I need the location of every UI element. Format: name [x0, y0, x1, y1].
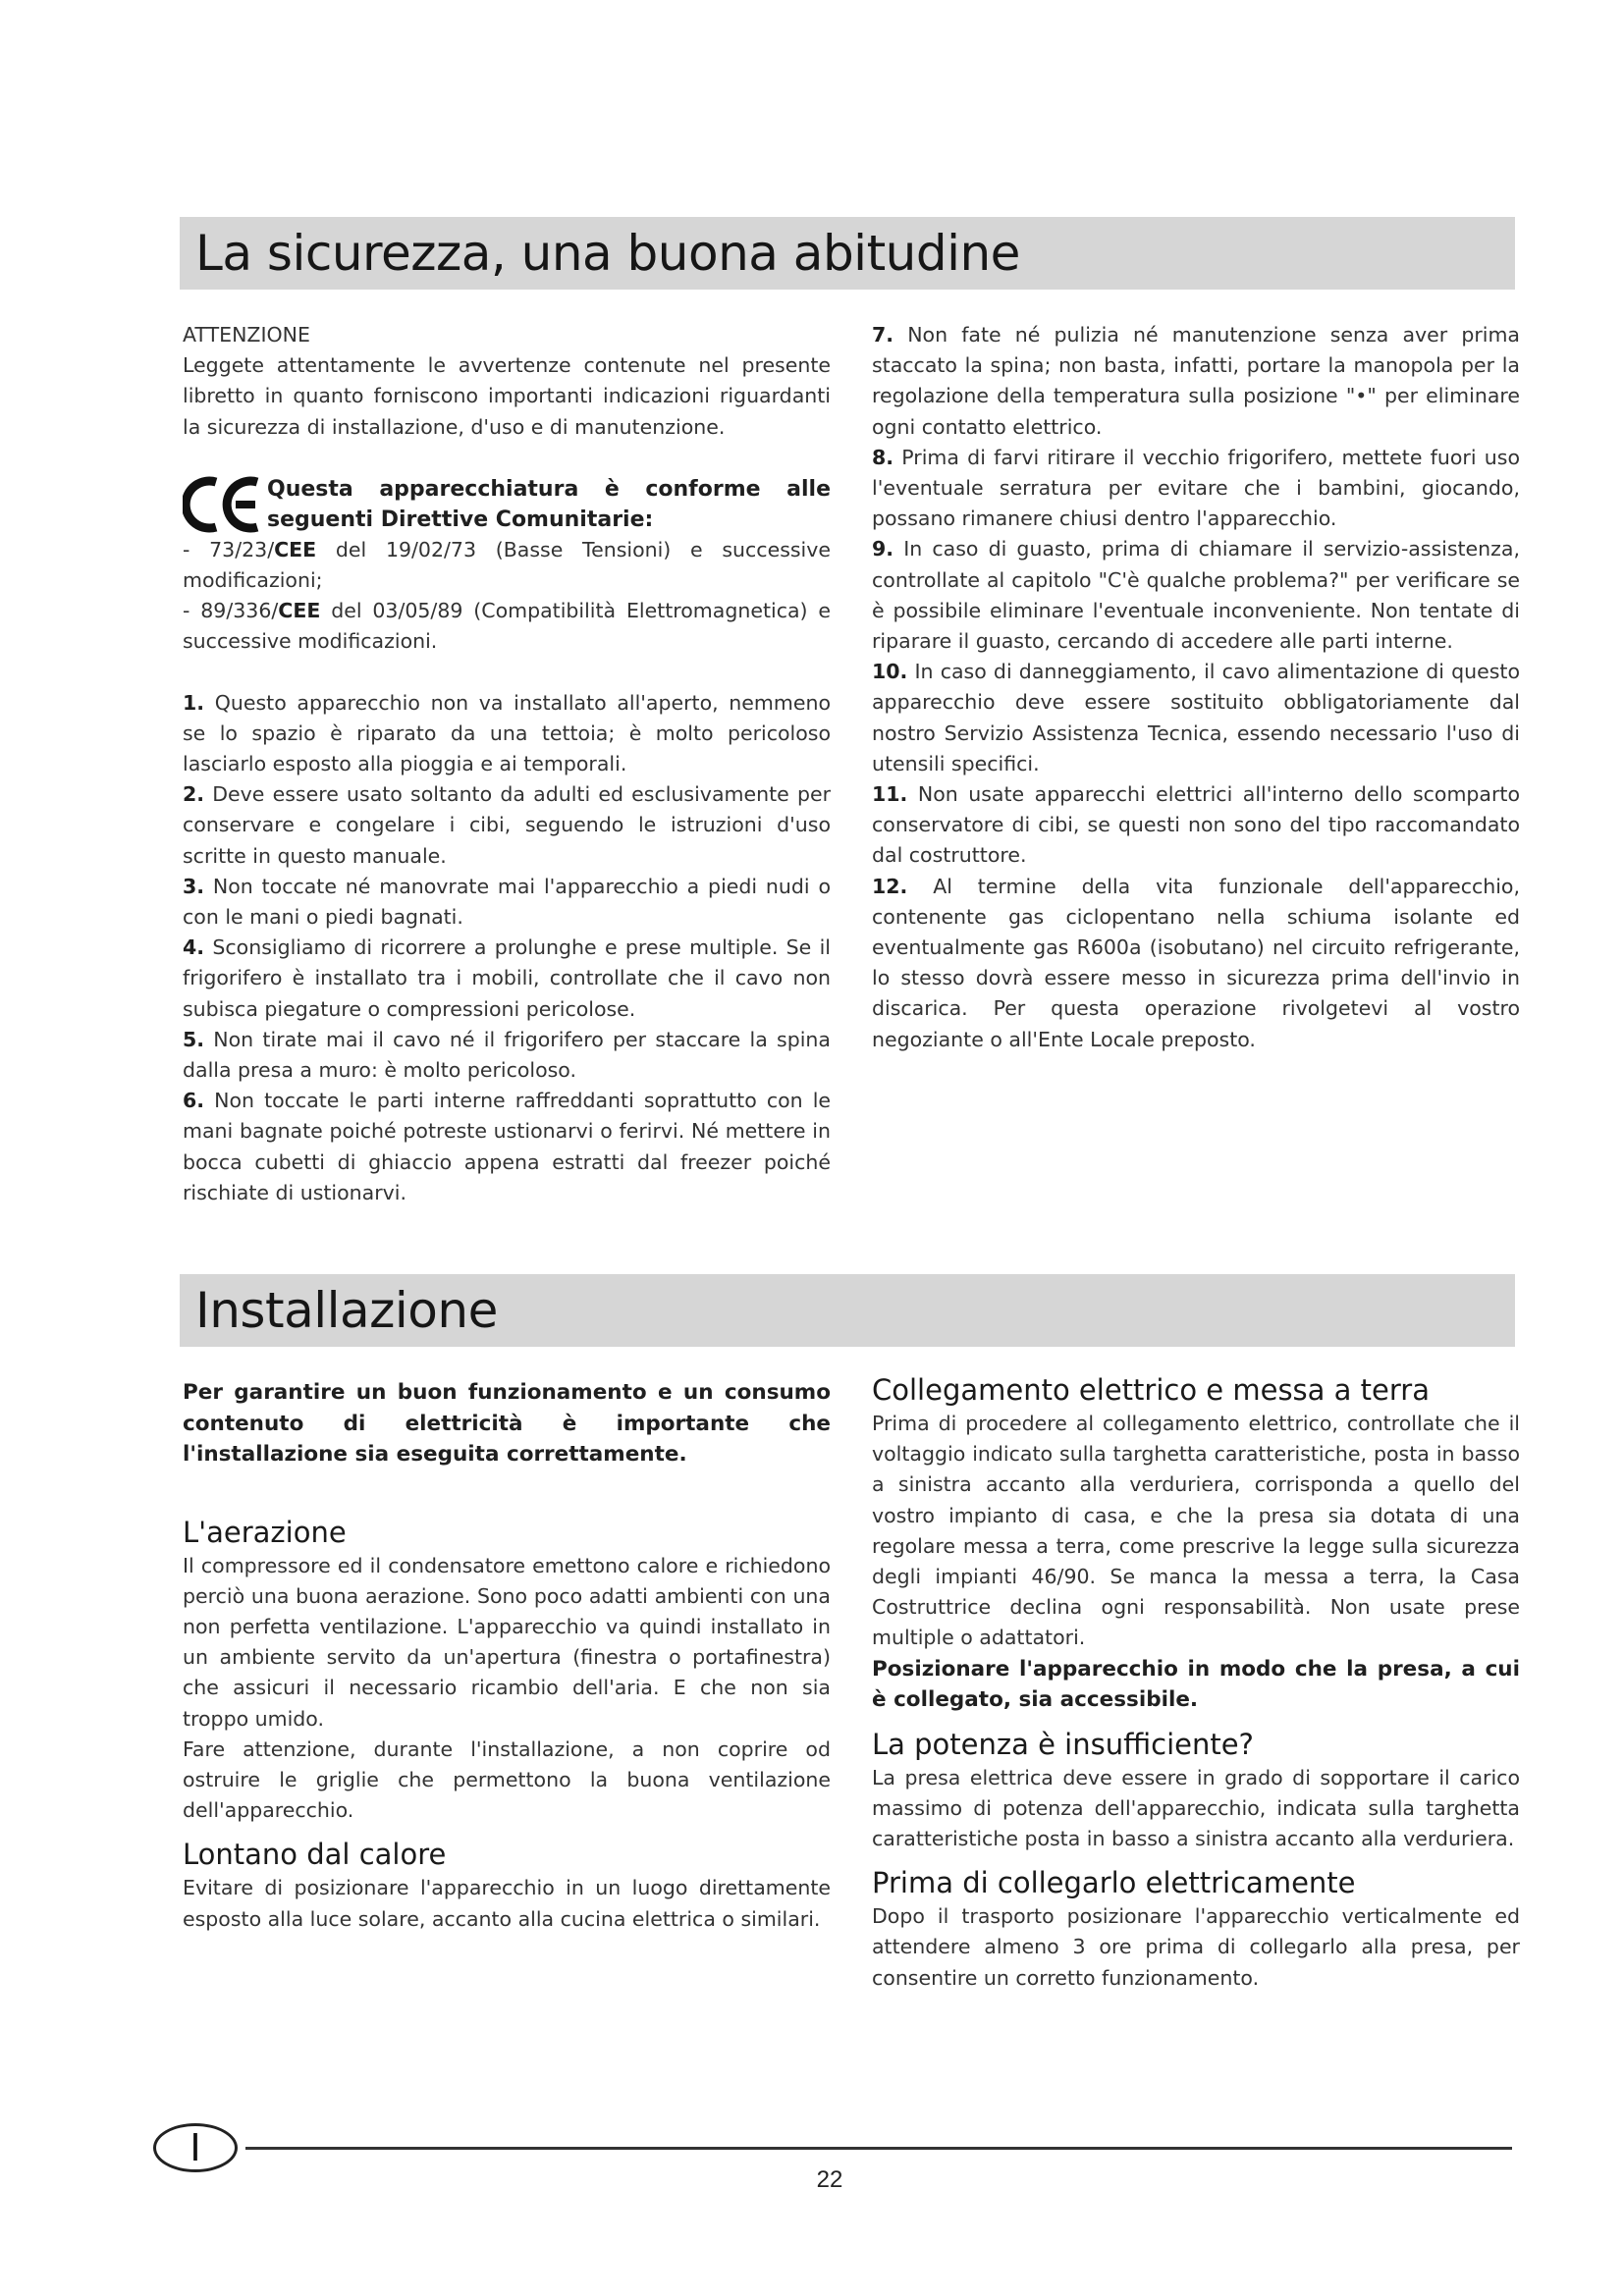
rule-2: 2. Deve essere usato soltanto da adulti ed esclusivamente per conservare e congelare i cibi, seguendo le istruzioni d'uso scritte in questo manuale.	[183, 782, 831, 868]
heading-calore: Lontano dal calore	[183, 1838, 447, 1872]
heading-prima: Prima di collegarlo elettricamente	[872, 1866, 1356, 1900]
section-title: La sicurezza, una buona abitudine	[195, 225, 1020, 282]
rule-4: 4. Sconsigliamo di ricorrere a prolunghe e prese multiple. Se il frigorifero è installato tra i mobili, controllate che il cavo non subisca piegature o compressioni pericolose.	[183, 935, 831, 1021]
section-title: Installazione	[195, 1282, 498, 1339]
aerazione-p2: Fare attenzione, durante l'installazione, a non coprire od ostruire le griglie che permettono la buona ventilazione dell'apparecchio.	[183, 1736, 831, 1823]
section-header-safety	[180, 217, 1515, 290]
ce-text: Questa apparecchiatura è conforme alle seguenti Direttive Comunitarie:	[267, 476, 831, 532]
aerazione-p1: Il compressore ed il condensatore emettono calore e richiedono perciò una buona aerazione. Sono poco adatti ambienti con una non perfetta ventilazione. L'apparecchio va quindi installato in un ambiente servito da un'apertura (finestra o portafinestra) che assicuri il necessario ricambio dell'aria. E che non sia troppo umido.	[183, 1553, 831, 1731]
rule-9: 9. In caso di guasto, prima di chiamare il servizio-assistenza, controllate al capitolo "C'è qualche problema?" per verificare se è possibile eliminare l'eventuale inconveniente. Non tentate di riparare il guasto, cercando di accedere alle parti interne.	[872, 537, 1520, 654]
rule-12: 12. Al termine della vita funzionale dell'apparecchio, contenente gas ciclopentano nella schiuma isolante ed eventualmente gas R600a (isobutano) nel circuito refrigerante, lo stesso dovrà essere messo in sicurezza prima dell'invio in discarica. Per questa operazione rivolgetevi al vostro negoziante o all'Ente Locale preposto.	[872, 874, 1520, 1051]
ce-conformity	[183, 468, 831, 535]
footer-divider	[245, 2147, 1512, 2150]
language-badge: I	[153, 2123, 238, 2172]
attention-label: ATTENZIONE	[183, 323, 310, 347]
directive-2: - 89/336/CEE del 03/05/89 (Compatibilità Elettromagnetica) e successive modificazioni.	[183, 599, 831, 654]
ce-mark-text: CE	[183, 473, 185, 475]
rule-10: 10. In caso di danneggiamento, il cavo alimentazione di questo apparecchio deve essere sostituito obbligatoriamente dal nostro Servizio Assistenza Tecnica, essendo necessario l'uso di utensili specifici.	[872, 660, 1520, 775]
installation-right-column	[872, 1371, 1520, 1994]
collegamento-p2: Posizionare l'apparecchio in modo che la presa, a cui è collegato, sia accessibile.	[872, 1656, 1520, 1713]
installation-lead: Per garantire un buon funzionamento e un consumo contenuto di elettricità è importante che l'installazione sia eseguita correttamente.	[183, 1380, 831, 1467]
rule-7: 7. Non fate né pulizia né manutenzione senza aver prima staccato la spina; non basta, infatti, portare la manopola per la regolazione della temperatura sulla posizione "•" per eliminare ogni contatto elettrico.	[872, 323, 1520, 439]
heading-potenza: La potenza è insufficiente?	[872, 1727, 1254, 1761]
attention-text: Leggete attentamente le avvertenze contenute nel presente libretto in quanto forniscono importanti indicazioni riguardanti la sicurezza di installazione, d'uso e di manutenzione.	[183, 353, 831, 439]
prima-p1: Dopo il trasporto posizionare l'apparecchio verticalmente ed attendere almeno 3 ore prima di collegarlo alla presa, per consentire un corretto funzionamento.	[872, 1904, 1520, 1990]
safety-right-column	[872, 320, 1520, 1055]
potenza-p1: La presa elettrica deve essere in grado di sopportare il carico massimo di potenza dell'apparecchio, indicata sulla targhetta caratteristiche posta in basso a sinistra accanto alla verduriera.	[872, 1765, 1520, 1851]
rule-8: 8. Prima di farvi ritirare il vecchio frigorifero, mettete fuori uso l'eventuale serratura per evitare che i bambini, giocando, possano rimanere chiusi dentro l'apparecchio.	[872, 445, 1520, 531]
collegamento-p1: Prima di procedere al collegamento elettrico, controllate che il voltaggio indicato sulla targhetta caratteristiche, posta in basso a sinistra accanto alla verduriera, corrisponda a quello del vostro impianto di casa, e che la presa sia dotata di una regolare messa a terra, come prescrive la legge sulla sicurezza degli impianti 46/90. Se manca la messa a terra, la Casa Costruttrice declina ogni responsabilità. Non usate prese multiple o adattatori.	[872, 1412, 1520, 1650]
rule-1: 1. Questo apparecchio non va installato all'aperto, nemmeno se lo spazio è riparato da una tettoia; è molto pericoloso lasciarlo esposto alla pioggia e ai temporali.	[183, 690, 831, 776]
safety-left-column	[183, 320, 831, 1208]
rule-11: 11. Non usate apparecchi elettrici all'interno dello scomparto conservatore di cibi, se questi non sono del tipo raccomandato dal costruttore.	[872, 782, 1520, 868]
page-number: 22	[816, 2166, 843, 2193]
calore-p1: Evitare di posizionare l'apparecchio in un luogo direttamente esposto alla luce solare, accanto alla cucina elettrica o similari.	[183, 1876, 831, 1931]
ce-mark-icon	[183, 474, 267, 535]
section-header-installation	[180, 1274, 1515, 1347]
directive-1: - 73/23/CEE del 19/02/73 (Basse Tensioni) e successive modificazioni;	[183, 537, 831, 593]
rule-5: 5. Non tirate mai il cavo né il frigorifero per staccare la spina dalla presa a muro: è molto pericoloso.	[183, 1027, 831, 1083]
heading-collegamento: Collegamento elettrico e messa a terra	[872, 1373, 1430, 1407]
installation-left-column	[183, 1377, 831, 1935]
rule-3: 3. Non toccate né manovrate mai l'apparecchio a piedi nudi o con le mani o piedi bagnati.	[183, 874, 831, 930]
heading-aerazione: L'aerazione	[183, 1515, 347, 1549]
rule-6: 6. Non toccate le parti interne raffreddanti soprattutto con le mani bagnate poiché potreste ustionarvi o ferirvi. Né mettere in bocca cubetti di ghiaccio appena estratti dal freezer poiché rischiate di ustionarvi.	[183, 1089, 831, 1204]
